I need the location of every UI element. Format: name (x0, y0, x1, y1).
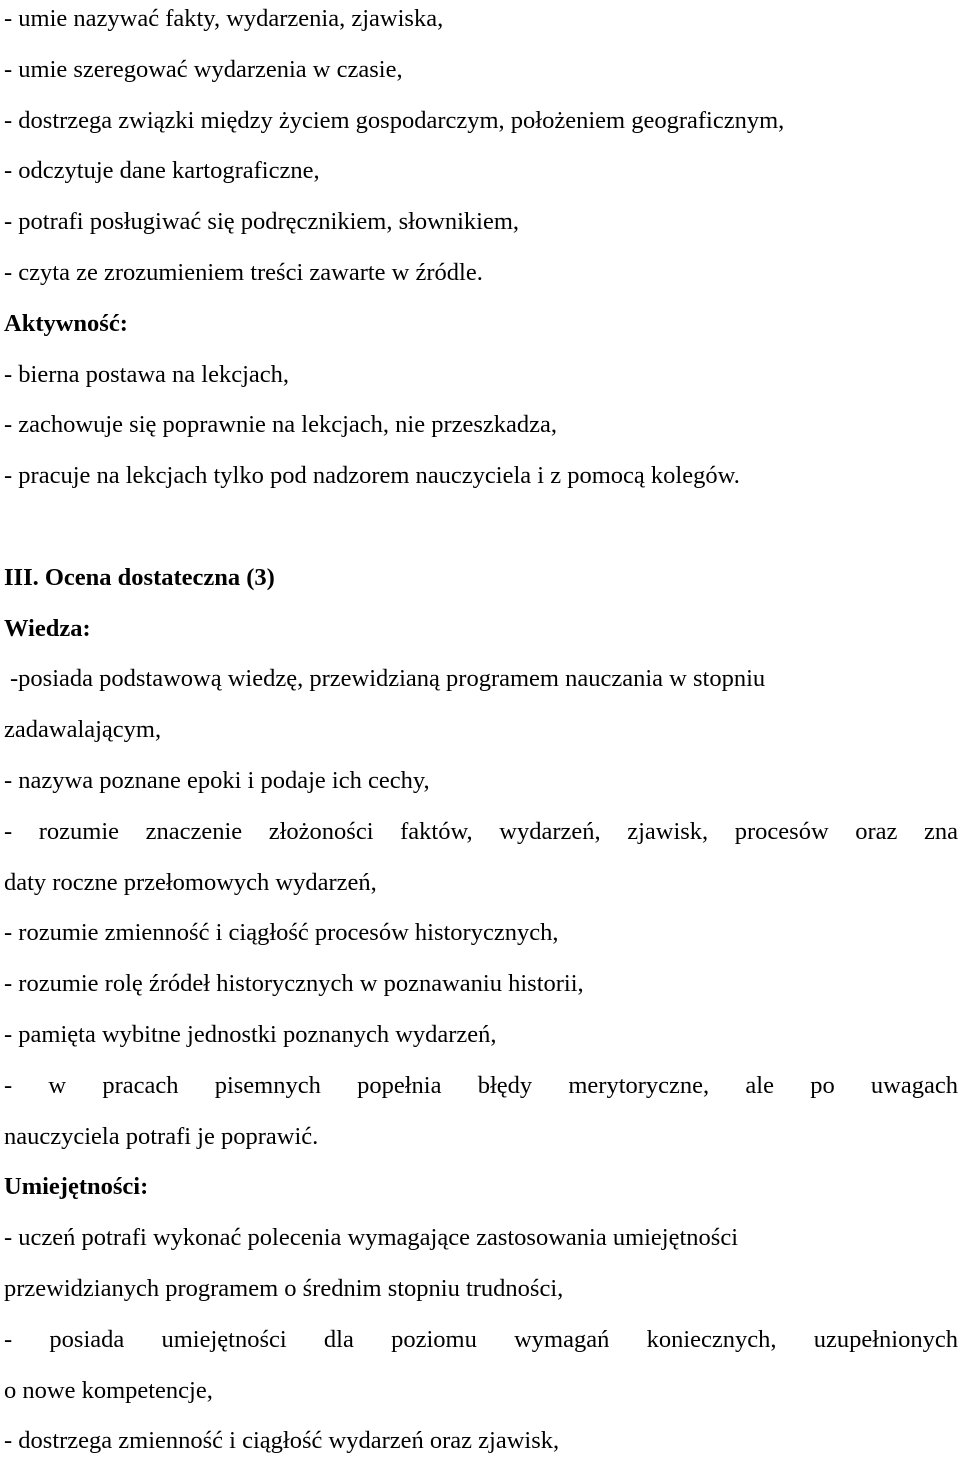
list-item: -posiada podstawową wiedzę, przewidzianą programem nauczania w stopniu (10, 665, 766, 693)
section-heading-umiejetnosci: Umiejętności: (4, 1173, 149, 1201)
list-item: - pracuje na lekcjach tylko pod nadzorem nauczyciela i z pomocą kolegów. (4, 462, 740, 490)
list-item: - zachowuje się poprawnie na lekcjach, nie przeszkadza, (4, 411, 558, 439)
list-item: - umie nazywać fakty, wydarzenia, zjawiska, (4, 5, 444, 32)
list-item: - rozumie zmienność i ciągłość procesów historycznych, (4, 919, 559, 947)
list-item-continuation: przewidzianych programem o średnim stopniu trudności, (4, 1274, 564, 1302)
list-item-continuation: zadawalającym, (4, 716, 162, 744)
list-item-continuation: o nowe kompetencje, (4, 1376, 213, 1404)
list-item: - odczytuje dane kartograficzne, (4, 157, 320, 185)
list-item: - dostrzega związki między życiem gospodarczym, położeniem geograficznym, (4, 106, 785, 134)
list-item: - w pracach pisemnych popełnia błędy merytoryczne, ale po uwagach (4, 1071, 958, 1099)
section-heading-wiedza: Wiedza: (4, 614, 91, 642)
list-item-continuation: daty roczne przełomowych wydarzeń, (4, 868, 377, 896)
document-page (4, 0, 958, 1473)
list-item: - potrafi posługiwać się podręcznikiem, słownikiem, (4, 208, 520, 236)
list-item: - rozumie znaczenie złożoności faktów, wydarzeń, zjawisk, procesów oraz zna (4, 817, 958, 845)
list-item: - czyta ze zrozumieniem treści zawarte w źródle. (4, 258, 483, 286)
list-item: - umie szeregować wydarzenia w czasie, (4, 55, 403, 83)
section-heading-aktywnosc: Aktywność: (4, 309, 128, 337)
list-item-continuation: nauczyciela potrafi je poprawić. (4, 1122, 319, 1150)
list-item: - posiada umiejętności dla poziomu wymagań koniecznych, uzupełnionych (4, 1325, 958, 1353)
spacer (4, 508, 958, 559)
list-item: - rozumie rolę źródeł historycznych w poznawaniu historii, (4, 970, 584, 998)
list-item: - dostrzega zmienność i ciągłość wydarzeń oraz zjawisk, (4, 1427, 560, 1455)
list-item: - nazywa poznane epoki i podaje ich cechy, (4, 766, 430, 794)
list-item: - bierna postawa na lekcjach, (4, 360, 290, 388)
list-item: - uczeń potrafi wykonać polecenia wymagające zastosowania umiejętności (4, 1224, 739, 1252)
list-item: - pamięta wybitne jednostki poznanych wydarzeń, (4, 1020, 497, 1048)
grade-title: III. Ocena dostateczna (3) (4, 563, 275, 591)
